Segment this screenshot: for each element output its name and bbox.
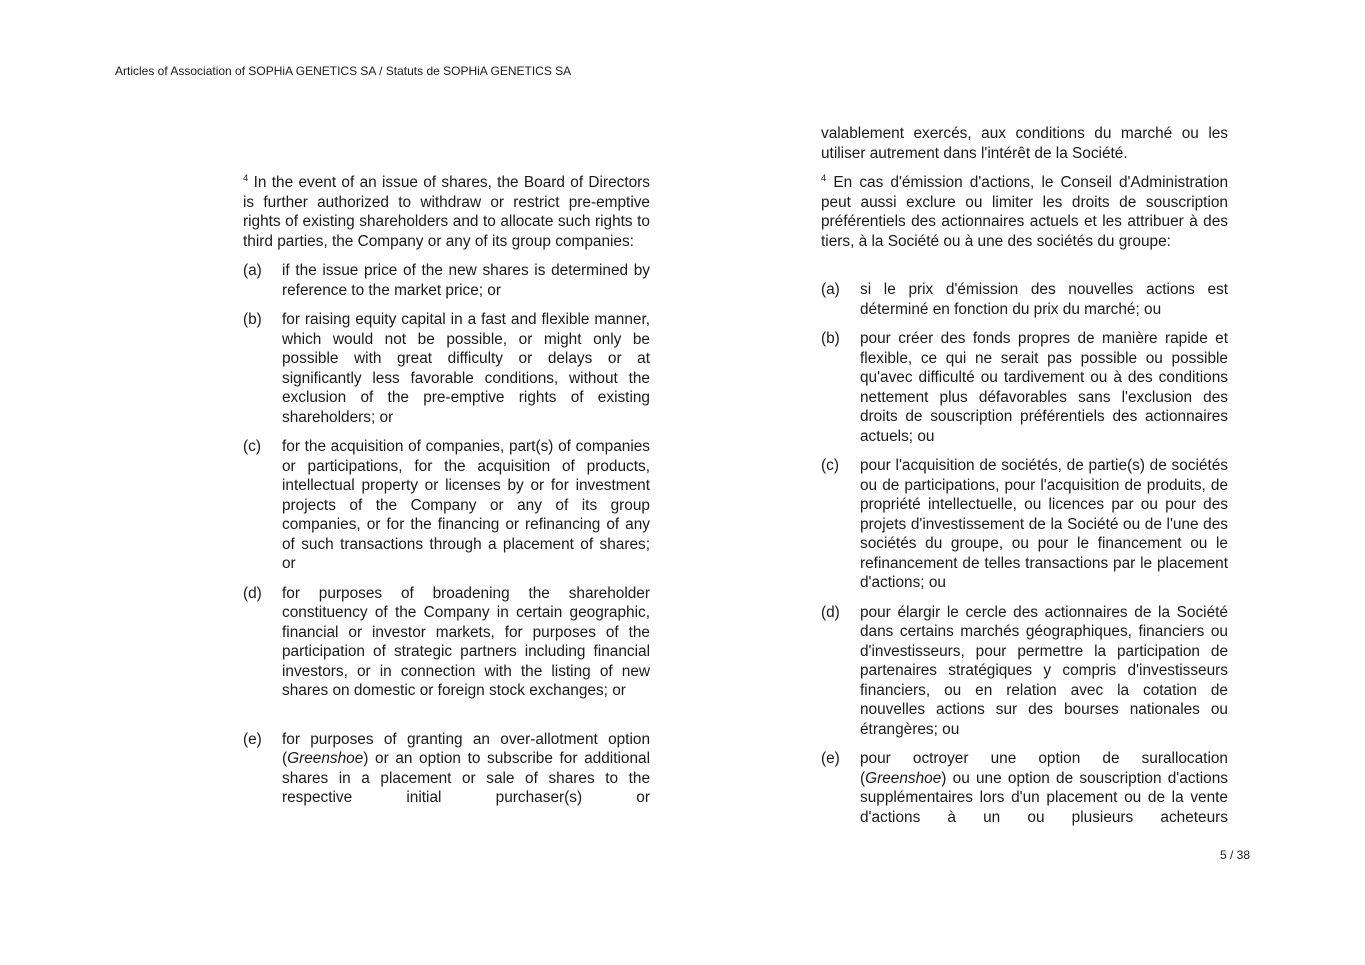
item-label: (e): [243, 730, 262, 748]
item-text: si le prix d'émission des nouvelles actions est déterminé en fonction du prix du marché; ou: [860, 281, 1228, 318]
page-number: 5 / 38: [1219, 848, 1250, 862]
french-item-a: [821, 280, 1228, 319]
item-text: pour créer des fonds propres de manière rapide et flexible, ce qui ne serait pas possible ou possible qu'avec difficulté ou tardivement ou à des conditions nettement plus défavorables sans l'exclusion des droits de souscription préférentiels des actionnaires actuels; ou: [860, 330, 1228, 445]
french-column: [821, 124, 1228, 827]
english-paragraph-4: [243, 173, 650, 251]
item-label: (b): [243, 311, 262, 328]
english-item-b: [243, 310, 650, 427]
french-item-c: [821, 456, 1228, 593]
item-label: (b): [821, 330, 840, 347]
item-text: for raising equity capital in a fast and flexible manner, which would not be possible, or might only be possible with great difficulty or delays or at significantly less favorable conditions, without the exclusion of the pre-emptive rights of existing shareholders; or: [282, 311, 650, 426]
french-item-b: [821, 329, 1228, 446]
item-label: (a): [243, 262, 262, 279]
french-item-e: [821, 749, 1228, 827]
item-text-end: ) ou une option de souscription d'actions supplémentaires lors d'un placement ou de la vente d'actions à un ou plusieurs acheteurs: [860, 769, 1228, 826]
french-item-d: [821, 603, 1228, 740]
item-text: [860, 749, 1228, 827]
item-text: pour élargir le cercle des actionnaires de la Société dans certains marchés géographiques, financiers ou d'investisseurs, pour permettre la participation de partenaires stratégiques y compris d'investisseurs financiers, ou en relation avec la cotation de nouvelles actions sur des bourses nationales ou étrangères; ou: [860, 603, 1228, 738]
item-label: (d): [821, 603, 840, 621]
item-label: (e): [821, 750, 840, 767]
english-item-a: [243, 261, 650, 300]
paragraph-number: 4: [821, 173, 827, 184]
item-text: for the acquisition of companies, part(s) of companies or participations, for the acquisition of products, intellectual property or licenses by or for investment projects of the Company or any of its group companies, or for the financing or refinancing of any of such transactions through a placement of shares; or: [282, 438, 650, 572]
item-text-start: for purposes of granting an over-allotment option (: [282, 730, 650, 767]
item-text-end: ) or an option to subscribe for additional shares in a placement or sale of shares to the respective initial purchaser(s) or: [282, 750, 650, 806]
item-label: (c): [243, 438, 261, 455]
item-label: (d): [243, 584, 262, 602]
french-paragraph-4: [821, 173, 1228, 251]
english-item-e: [243, 730, 650, 808]
paragraph-text: In the event of an issue of shares, the Board of Directors is further authorized to withdraw or restrict pre-emptive rights of existing shareholders and to allocate such rights to third parties, the Company or any of its group companies:: [243, 174, 650, 250]
item-label: (c): [821, 457, 839, 474]
paragraph-number: 4: [243, 173, 249, 184]
english-item-c: [243, 437, 650, 574]
english-item-d: [243, 584, 650, 701]
item-text: for purposes of broadening the shareholder constituency of the Company in certain geographic, financial or investor markets, for purposes of the participation of strategic partners including financial investors, or in connection with the listing of new shares on domestic or foreign stock exchanges; or: [282, 584, 650, 699]
running-header: Articles of Association of SOPHiA GENETICS SA / Statuts de SOPHiA GENETICS SA: [115, 64, 572, 78]
item-text: pour l'acquisition de sociétés, de partie(s) de sociétés ou de participations, pour l'acquisition de produits, de propriété intellectuelle, ou licences par ou pour des projets d'investissement de la Société ou de l'une des sociétés du groupe, ou pour le financement ou le refinancement de telles transactions par le placement d'actions; ou: [860, 457, 1228, 591]
paragraph-text: En cas d'émission d'actions, le Conseil d'Administration peut aussi exclure ou limiter les droits de souscription préférentiels des actionnaires actuels et les attribuer à des tiers, à la Société ou à une des sociétés du groupe:: [821, 174, 1228, 250]
item-text: [282, 730, 650, 808]
french-carryover-text: valablement exercés, aux conditions du marché ou les utiliser autrement dans l'intérêt de la Société.: [821, 125, 1228, 162]
item-text-start: pour octroyer une option de surallocation (: [860, 750, 1228, 787]
greenshoe-term: Greenshoe: [865, 769, 942, 787]
greenshoe-term: Greenshoe: [287, 750, 364, 767]
item-text: if the issue price of the new shares is determined by reference to the market price; or: [282, 262, 650, 299]
english-column: [243, 173, 650, 808]
item-label: (a): [821, 281, 840, 298]
